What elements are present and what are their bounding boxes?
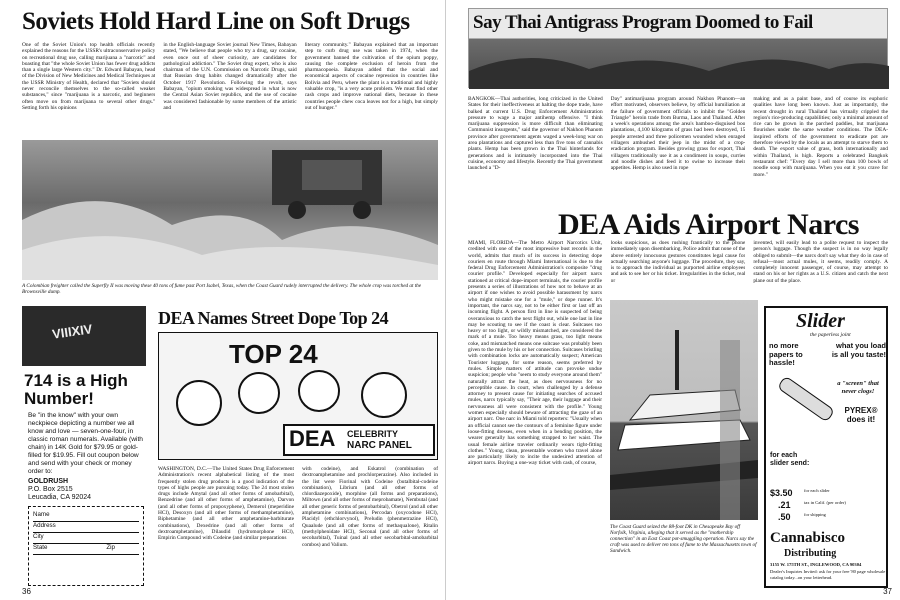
zip-label: Zip [106,544,115,551]
ship-caption: The Coast Guard seized the 88-foot DK in Chesapeake Bay off Norfolk, Virginia, alleging that it served as the "mothership connection" in an East Coast pot-smuggling operation. Narcs say the craft was used to deliver ten tons of fume to the Massachusetts town of Sandwich. [610,524,757,554]
slider-each: for each slider send: [770,452,810,467]
soviets-col-2: in the English-language Soviet journal New Times, Babayan stated, "We believe that people who try a drug, say cocaine, even once out of sheer curiosity, are candidates for pathological addiction." The Soviet drug expert, who is also chairman of the U.N. Commission on Narcotic Drugs, said that Russian drug habits changed dramatically after the October 1917 Revolution. Following the revolt, says Babayan, "opium smoking was widespread in what is now the Central Asian Soviet republics, and the use of cocaine was considered fashionable by some members of the artistic and [163,42,297,111]
slider-tagline: the paperless joint [810,332,851,338]
name-field[interactable] [33,511,139,522]
city-field[interactable] [33,533,139,544]
thai-headline: Say Thai Antigrass Program Doomed to Fail [473,12,813,33]
slider-price1-note: for each slider [804,488,830,493]
slider-price1: $3.50 [770,488,793,498]
right-page-number: 37 [883,587,892,596]
freighter-dump-photo [22,140,438,280]
airport-col-2: looks suspicious, as does rushing frantically to the phone immediately upon disembarking. Police admit that none of the above entirely innocuous gestures constitutes legal cause for actually searching anyone's luggage. The procedure, they say, is to approach the individual as purported airline employees and ask to see her or his ticket. Irregularities in the ticket, real or [610,240,746,284]
soviets-col-3: literary community." Babayan explained that an important step to curb drug use was taken in 1974, when the government banned the cultivation of the opium poppy, causing the complete exclusion of heroin from the pharmacopoeia. Babayan added that the social and economical aspects of cocaine repression in countries like Bolivia and Peru, where the plant is a traditional and highly valuable crop, "is a very acute problem. We must find other cash crops and improve national diets, because in these countries people chew coca leaves not for a high, but simply out of hunger." [304,42,438,111]
city-label: City [33,533,44,540]
slider-price2: .21 [778,500,791,510]
airport-col-1: MIAMI, FLORIDA—The Metro Airport Narcotics Unit, credited with one of the most impressive bust records in the world, admits that much of its success in detecting dope couriers en route through Miami International is due to the federal Drug Enforcement Administration's composite "drug courier profile." Developed especially for airport narcs stationed at critical dope-import terminals, the courier profile presents a series of illustrations of how not to behave at an airport if one wishes to avoid possible harassment by narcs who might mistake one for a "mule," or dope runner. It's important, the narcs say, not to be either first or last off an incoming flight. A person first in line is suspected of being overanxious to catch the next flight out, while one last in line may be scouting to see if the coast is clear. Suitcases too heavy or too light, or wildly mismatched, are considered the mark of a mule. Too heavy means grass, too light means coke, and mismatched means one suitcase was probably been given to the mule by his or her connection. Suitcases bristling with combination locks are automatically suspect; American Tourister luggage, for some reason, seems preferred by mules. Simple matters of attitude can provoke undue suspicion; people who "seem to study everyone around them" naturally attract the heat, as does nervousness for no perceptible cause. In court, when challenged by a defense attorney to present cause for initiating searches of accused mules, narcs typically say, "Their age, their luggage and their nervousness all were consistent with the profile." Young women especially should beware of attracting the gaze of an airport narc. One narc in Miami told reporters: "Usually when an official cannot see the contours of a feminine figure under loose-fitting dresses, even when in a bending position, the wearer generally has something strapped to her waist. The usual female airline traveler ordinarily wears tight-fitting clothes." Young, clean, presentable women who travel alone are particularly likely to incite the undesired attention of airport narcs. Buying a one-way ticket with cash, of course, [468,240,602,467]
cannabisco-address: 3155 W. 175TH ST., INGLEWOOD, CA 90304 [770,562,862,567]
cannabisco-dealer: Dealer's Inquiries Invited: ask for your free '80 page wholesale catalog today...on your letterhead. [770,569,886,580]
soviets-body [22,42,438,137]
thai-headline-banner [468,8,888,88]
slider-price3: .50 [778,512,791,522]
thai-col-2: Day" antimarijuana program around Nakhon Phanom—an effort motivated, observers believe, by official humiliation at the failure of government officials to inhibit the "Golden Triangle" heroin trade from Burma, Laos and Thailand. After a week's operations among the area's bamboo-disguised boo plantations, 4,100 kilograms of grass had been destroyed, 15 people arrested and three policemen wounded when enraged villagers ambushed their jeep in the midst of a crop-eradication program. Besides growing grass for export, Thai villagers traditionally use it as a condiment in soups, curries and noodle dishes and feed it to swine to increase their appetites. Hemp is also used in rope [610,96,746,172]
dea-top24-col-2: with codeine), and Eskatrol (combination of dextroamphetamine and prochlorperazine). Also included in the list were Fiorinal with Codeine (butalbital-codeine combination), Librium (and all other forms of chlordiazepoxide), morphine (all forms and preparations), Miltown (and all other forms of meprobamate), Nembutal (and all other generic forms of pentobarbital), Obetrol (and all other amphetamine combinations), Percodan (oxycodone HCl), Placidyl (ethchlorvynol), Preludin (phenmetrazine HCl), Quaalude (and all other forms of methaqualone), Ritalin (methylphenidate HCl), Seconal (and all other forms of secobarbital), Tuinal (and all other secobarbital-amobarbital combos) and Valium. [302,466,438,548]
ship-illustration [610,300,758,520]
slider-ad [764,306,888,588]
thai-col-1: BANGKOK—Thai authorities, long criticized in the United States for their ineffectiveness at halting the dope trade, have balked at current U.S. Drug Enforcement Administration pressure to wage a major antihemp offensive. "I think marijuana suppression is more difficult than eliminating Communist insurgents," said the governor of Nakhon Phanom province after government agents waged a week-long war on area plantations and captured less than five tons of cannabis plants. Hemp has been grown in the Thai hinterlands for generations and is intimately incorporated into the Thai cuisine, economy and lifestyle. Recently the Thai government launched a "D- [468,96,603,172]
left-page [0,0,446,600]
coupon-form [28,506,144,586]
cannabisco-logo: Cannabisco [770,530,846,546]
ad-address2: Leucadia, CA 92024 [28,494,92,501]
airport-col-3: invented, will easily lead to a polite request to inspect the person's luggage. Though the suspect is in no way legally obliged to submit—the narcs don't say what they do in case of refusal—most actual mules, it seems, readily comply. A completely innocent passenger, of course, may attempt to stand on his or her rights as a U.S. citizen and catch the next plane out of the place. [753,240,889,284]
thai-col-3: making and as a paint base, and of course its euphoric qualities have long been known. Just as importantly, the recent drought in rural Thailand has virtually crippled the region's rice-producing capabilities; only a minimal amount of rice can be grown in the parched paddies, but marijuana flourishes under the same weather conditions. The DEA-inspired efforts of the government to eradicate pot are therefore viewed by the locals as an attempt to starve them to death. The export value of grass, both internationally and within Thailand, is high. Reports a celebrated Bangkok restaurant chef: "Every day I sell more than 100 bowls of noodle soup with marijuana. When you eat it you crave for more." [753,96,889,178]
slider-pyrex: PYREX® does it! [844,406,878,424]
marijuana-leaves-illustration [469,41,889,89]
coast-guard-ship-photo [610,300,758,520]
left-page-number: 36 [22,587,31,596]
pendant-text: VIIIXIV [51,321,94,342]
dump-truck-illustration [22,140,438,280]
dea-top24-headline: DEA Names Street Dope Top 24 [158,308,389,328]
airport-narcs-headline: DEA Aids Airport Narcs [558,208,859,241]
soviets-col-1: One of the Soviet Union's top health officials recently explained the reasons for the USSR's ultraconservative policy on recreational drug use, calling marijuana a "narcotic" and boasting that "the whole Soviet Union has fewer drug addicts than a single large Western city." Dr. Edward Babayan, head of the Division of New Medicines and Medical Techniques at the USSR Ministry of Health, declared that "Soviets should never reconcile themselves to the so-called weaker substances," since "marijuana is a narcotic, and beginners often move on from marijuana to several other drugs." Setting forth his opinions [22,42,156,111]
cartoon-top24-label: TOP 24 [229,339,318,369]
slider-price2-note: tax in Calif. (per order) [804,500,846,505]
state-zip-field[interactable] [33,544,139,555]
right-page [454,0,900,600]
state-label: State [33,544,48,551]
goldrush-ad [22,306,146,588]
slider-line3: a "screen" that never clogs! [837,380,879,395]
cartoon-celebrity-label: CELEBRITY [347,429,399,439]
slider-line1: no more papers to hassle! [769,341,803,367]
cartoon-panel-label: NARC PANEL [347,440,412,451]
slider-line2: what you load is all you taste! [831,341,886,359]
soviets-headline: Soviets Hold Hard Line on Soft Drugs [22,8,410,35]
ad-address1: P.O. Box 2515 [28,486,73,493]
ad-body: Be "in the know" with your own neckpiece depicting a number we all know and love — seven-one-four, in classic roman numerals. Available (with chain) in 14K Gold for $79.95 or gold-filled for $19.95. Fill out coupon below and send with your check or money order to: [28,412,143,475]
cannabisco-distributing: Distributing [784,548,837,559]
cartoon-dea-label: DEA [289,426,336,451]
address-field[interactable] [33,522,139,533]
address-label: Address [33,522,56,529]
slider-brand: Slider [796,310,845,332]
ad-company: GOLDRUSH [28,478,69,485]
dea-top24-col-1: WASHINGTON, D.C.—The United States Drug Enforcement Administration's recent alphabetical listing of the most frequently stolen drug products is a good indication of the types of highs people are pursuing today. The 24 most stolen drugs include Amytal (and all other forms of amobarbital), Benzedrine (and all other forms of amphetamine), Darvon (and all other forms of propoxyphene), Demerol (meperidine HCl), Desoxyn (and all other forms of methamphetamine), Biphetamine (and all other amphetamine-barbiturate combinations), Dexedrine (and all other forms of dextroamphetamine), Dilaudid (hydromorphone HCl), Empirin Compound with Codeine (and similar preparations [158,466,294,542]
name-label: Name [33,511,50,518]
celebrity-narc-cartoon [158,332,438,460]
dea-top24-body [158,466,438,590]
ad-headline: 714 is a High Number! [24,371,128,408]
thai-body [468,96,888,206]
pendant-photo [22,306,146,366]
slider-price3-note: for shipping [804,512,826,517]
freighter-caption: A Colombian freighter called the Superfly II was moving these 40 tons of fume past Port Isabel, Texas, when the Coast Guard rudely interrupted the delivery. The whole crop was torched at the Brownsville dump. [22,283,422,295]
